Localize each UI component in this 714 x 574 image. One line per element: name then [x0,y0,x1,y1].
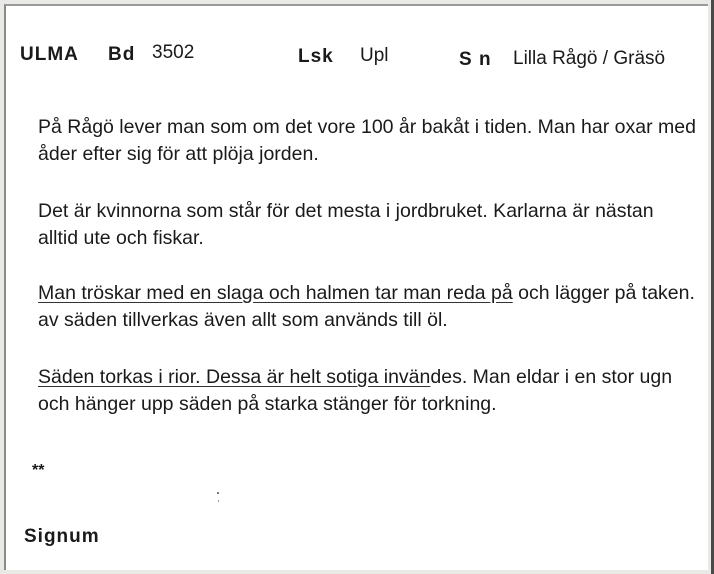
paragraph-drying [38,364,698,418]
stars-marker: ** [32,462,45,479]
volume-label: Bd [108,44,136,65]
paragraph-oxen: På Rågö lever man som om det vore 100 år bakåt i tiden. Man har oxar med åder efter sig för att plöja jorden. [38,116,696,165]
speck [217,492,219,494]
paragraph-rest: och lägger på taken. av säden tillverkas även allt som används till öl. [38,282,695,331]
speck [218,500,219,502]
parish-value: Lilla Rågö / Gräsö [513,48,666,69]
province-value: Upl [360,45,389,66]
archive-label: ULMA [20,44,79,65]
paragraph-rest: des. Man eldar i en stor ugn och hänger upp säden på starka stänger för torkning. [38,366,673,415]
underlined-text: Säden torkas i rior. Dessa är helt sotiga invän [38,366,431,388]
signum-label: Signum [24,526,100,547]
volume-value: 3502 [152,42,195,63]
underlined-text: Man tröskar med en slaga och halmen tar man reda på [38,282,513,304]
paragraph-farming: Det är kvinnorna som står för det mesta i jordbruket. Karlarna är nästan alltid ute och fiskar. [38,200,654,249]
paragraph-threshing [38,280,698,334]
parish-label: S n [459,49,492,70]
province-label: Lsk [298,46,334,67]
